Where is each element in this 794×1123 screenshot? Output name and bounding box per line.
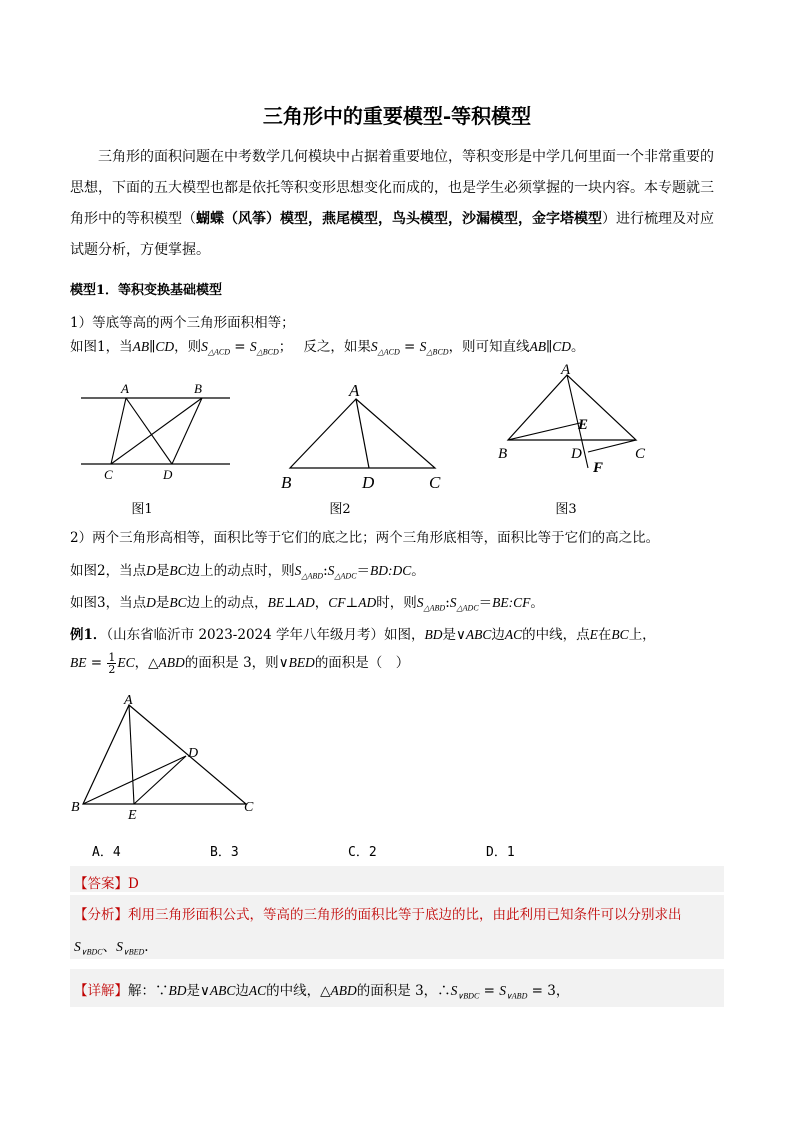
ex-fig-label-a: A: [124, 693, 133, 708]
ex-fig-label-c: C: [244, 800, 254, 815]
fig2-label-d: D: [362, 473, 375, 492]
detail-s1: S: [450, 983, 458, 998]
fig3-label-c: C: [635, 446, 646, 462]
detail-val: = 3: [527, 983, 556, 999]
ex1-t6: ，: [134, 655, 149, 671]
example1-label: 例1．: [70, 627, 107, 643]
detail-block: [70, 969, 724, 1007]
fig1-label-b: B: [194, 381, 202, 396]
ex1-t4: 在: [597, 627, 612, 643]
detail-tri: ∨ABC: [200, 983, 236, 998]
detail-ac: AC: [248, 983, 267, 998]
lf2-sub2: △ADC: [334, 571, 357, 581]
lf2-eq: ＝: [356, 563, 371, 579]
fig3-label-e: E: [578, 417, 589, 433]
ex-fig-triangle-abc: [83, 705, 246, 804]
lf3-c: 边上的动点，: [186, 595, 268, 611]
line2-sub-bcd: △BCD: [256, 347, 279, 357]
lf2-s1: S: [294, 563, 302, 578]
line2-text-b: ，则: [174, 339, 202, 355]
line2-s-bcd2: S: [419, 339, 427, 354]
figure-3: [495, 362, 660, 482]
detail-sub1: ∨BDC: [457, 991, 480, 1001]
ex1-t7: 的面积是 3，则: [184, 655, 279, 671]
page-title: 三角形中的重要模型-等积模型: [262, 104, 532, 128]
lf3-end: 。: [530, 595, 544, 611]
ex-fig-label-b: B: [71, 800, 80, 815]
line2-sub-acd: △ACD: [207, 347, 230, 357]
lf2-d: D: [146, 563, 156, 578]
analysis-s1: S: [74, 939, 81, 954]
ex1-bc: BC: [611, 627, 629, 642]
line2-s-bcd: S: [249, 339, 257, 354]
fig1-label-c: C: [104, 467, 113, 482]
detail-bd: BD: [168, 983, 187, 998]
line2-eq: =: [229, 339, 250, 355]
lf3-bc: BC: [169, 595, 187, 610]
line2-text-c: ； 反之，如果: [278, 339, 371, 355]
line2-text-a: 如图1，当: [70, 339, 133, 355]
lf3-sub1: △ABD: [423, 603, 446, 613]
lf2-c: 边上的动点时，则: [186, 563, 295, 579]
fig1-segment-bc: [111, 398, 202, 464]
analysis-text: 利用三角形面积公式，等高的三角形的面积比等于底边的比，由此利用已知条件可以分别求出: [128, 907, 682, 923]
lf3-s1: S: [416, 595, 424, 610]
model1-item2: 2）两个三角形高相等，面积比等于它们的底之比；两个三角形底相等，面积比等于它们的高之比。: [70, 530, 660, 546]
detail-c: 边: [235, 983, 249, 999]
analysis-s2: S: [116, 939, 123, 954]
lf3-colon: :: [445, 595, 450, 611]
analysis-sub1: ∨BDC: [80, 947, 103, 957]
model1-line-fig3: [70, 591, 544, 613]
fig1-segment-bd: [172, 398, 202, 464]
detail-tri-abd: △ABD: [320, 983, 357, 998]
ex1-t3: 的中线，点: [522, 627, 590, 643]
analysis-block: [70, 895, 724, 959]
lf3-d: D: [146, 595, 156, 610]
analysis-label: 【分析】: [74, 907, 128, 923]
fig3-label-f: F: [593, 460, 604, 476]
line2-ab-cd: AB∥CD: [132, 339, 175, 354]
line2-sub-acd2: △ACD: [377, 347, 400, 357]
model1-heading: 模型1．等积变换基础模型: [70, 283, 223, 298]
ex1-tri-abd: △ABD: [148, 655, 185, 670]
detail-eq: =: [479, 983, 500, 999]
caption-fig1: 图1: [131, 502, 153, 517]
lf3-sub2: △ADC: [456, 603, 479, 613]
ex1-frac-num: 1: [108, 651, 116, 664]
ex-fig-segment-bd: [83, 756, 186, 804]
ex1-be: BE: [70, 655, 87, 670]
lf2-sub1: △ABD: [301, 571, 324, 581]
ex1-t5: 上，: [628, 627, 656, 643]
lf3-comma: ，: [314, 595, 329, 611]
option-b: B．3: [210, 845, 239, 860]
example1-line2: [70, 651, 409, 675]
analysis-sep: 、: [102, 939, 117, 955]
detail-end: ，: [555, 983, 570, 999]
analysis-line1: [74, 903, 682, 923]
ex-fig-label-e: E: [128, 808, 137, 823]
option-d: D．1: [486, 845, 515, 860]
fig3-segment-cf: [588, 440, 636, 452]
ex1-ac: AC: [504, 627, 523, 642]
lf2-a: 如图2，当点: [70, 563, 147, 579]
ex1-t8: 的面积是（ ）: [314, 655, 410, 671]
example1-line1: [70, 623, 656, 643]
line2-text-d: ，则可知直线: [448, 339, 530, 355]
lf3-be-ad: BE⊥AD: [267, 595, 315, 610]
fig2-label-c: C: [429, 473, 441, 492]
line2-text-e: 。: [571, 339, 585, 355]
line2-sub-bcd2: △BCD: [426, 347, 449, 357]
ex1-ec: EC: [117, 655, 135, 670]
fig3-label-a: A: [561, 362, 571, 378]
lf3-a: 如图3，当点: [70, 595, 147, 611]
ex1-fraction: [107, 652, 116, 675]
fig3-segment-be: [508, 423, 580, 440]
answer-value: D: [128, 876, 139, 892]
figure-2: [275, 380, 450, 495]
model1-line-fig2: [70, 559, 425, 581]
answer-line: [74, 872, 139, 892]
ex-fig-segment-ae: [129, 705, 134, 804]
example1-source: （山东省临沂市 2023-2024 学年八年级月考）如图，: [106, 627, 425, 643]
ex1-tri: ∨ABC: [456, 627, 492, 642]
fig3-label-d: D: [571, 446, 582, 462]
fig2-label-a: A: [349, 381, 360, 400]
model1-item1: 1）等底等高的两个三角形面积相等；: [70, 315, 295, 331]
ex1-eq: =: [86, 655, 107, 671]
fig3-label-b: B: [498, 446, 508, 462]
ex1-bd: BD: [424, 627, 443, 642]
lf2-b: 是: [155, 563, 170, 579]
option-a: A．4: [92, 845, 121, 860]
lf2-s2: S: [327, 563, 335, 578]
fig1-segment-ad: [126, 398, 172, 464]
fig1-label-d: D: [163, 467, 173, 482]
fig2-label-b: B: [281, 473, 292, 492]
lf3-eq: ＝: [478, 595, 493, 611]
detail-s2: S: [499, 983, 506, 998]
example1-figure: [65, 692, 265, 827]
lf2-bc: BC: [169, 563, 187, 578]
line2-eq2: =: [399, 339, 420, 355]
analysis-sub2: ∨BED: [122, 947, 145, 957]
lf3-s2: S: [449, 595, 457, 610]
detail-line: [74, 979, 569, 1001]
ex1-frac-den: 2: [108, 663, 116, 676]
analysis-end: .: [144, 939, 149, 955]
ex-fig-segment-ed: [134, 756, 186, 804]
lf2-ratio: BD:DC: [370, 563, 412, 578]
figure-1: [75, 378, 235, 488]
ex1-e: E: [589, 627, 598, 642]
model1-line2: [70, 335, 585, 357]
lf3-when: 时，则: [376, 595, 417, 611]
ex1-tri-bed: ∨BED: [278, 655, 315, 670]
intro-paragraph: [70, 142, 722, 266]
fig1-label-a: A: [121, 381, 129, 396]
detail-a: 解：∵: [128, 983, 169, 999]
line2-s-acd2: S: [370, 339, 378, 354]
caption-fig2: 图2: [329, 502, 351, 517]
lf3-ratio: BE:CF: [492, 595, 531, 610]
line2-ab-cd2: AB∥CD: [529, 339, 572, 354]
detail-label: 【详解】: [74, 983, 128, 999]
caption-fig3: 图3: [555, 502, 577, 517]
detail-d: 的中线，: [266, 983, 321, 999]
option-c: C．2: [348, 845, 377, 860]
answer-label: 【答案】: [74, 876, 128, 892]
answer-block: [70, 866, 724, 892]
detail-e: 的面积是 3，∴: [356, 983, 451, 999]
ex1-t2: 边: [491, 627, 505, 643]
ex-fig-label-d: D: [188, 746, 199, 761]
fig3-triangle-abc: [508, 375, 636, 440]
line2-s-acd: S: [201, 339, 208, 354]
ex1-t1: 是: [442, 627, 457, 643]
intro-bold: 蝴蝶（风筝）模型，燕尾模型，鸟头模型，沙漏模型，金字塔模型: [196, 211, 602, 227]
detail-b: 是: [186, 983, 200, 999]
analysis-line2: [74, 935, 149, 957]
lf2-end: 。: [411, 563, 425, 579]
detail-sub2: ∨ABD: [505, 991, 528, 1001]
intro-part2: ）进行梳理及对应试题分析，方便掌握。: [70, 211, 714, 258]
lf3-b: 是: [155, 595, 170, 611]
lf3-cf-ad: CF⊥AD: [328, 595, 377, 610]
lf2-colon: :: [323, 563, 328, 579]
intro-part1: 三角形的面积问题在中考数学几何模块中占据着重要地位，等积变形是中学几何里面一个非常重要的思想，下面的五大模型也都是依托等积变形思想变化而成的，也是学生必须掌握的一块内容。本专题就三角形中的等积模型（: [70, 149, 714, 227]
